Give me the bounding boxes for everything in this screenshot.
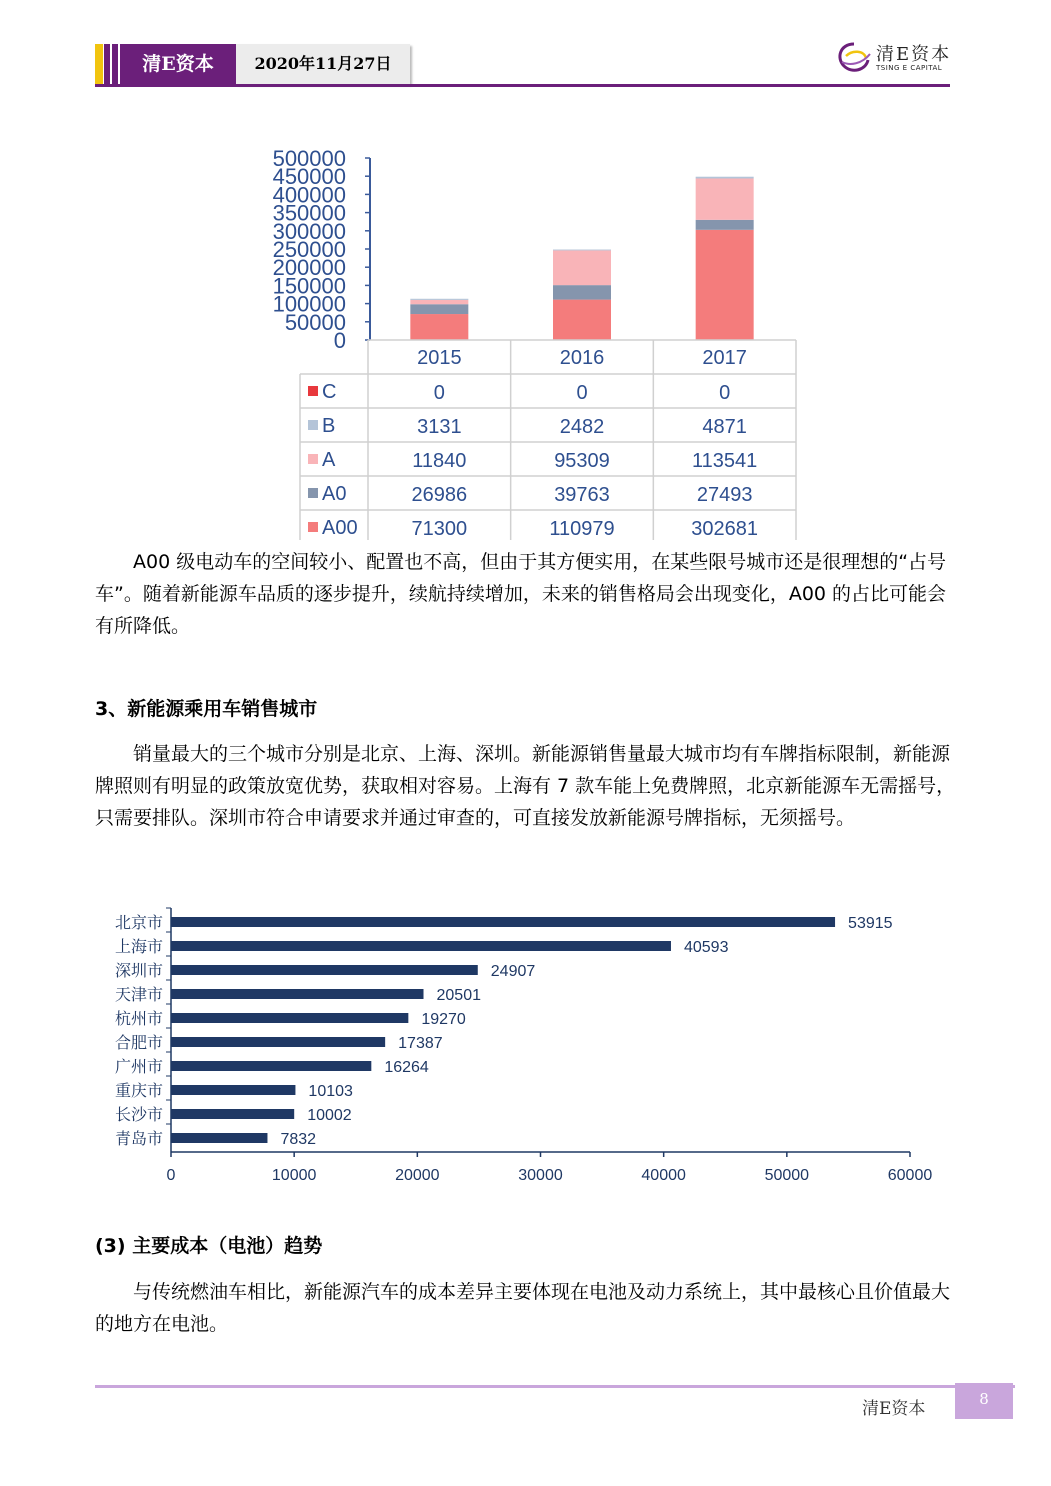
data-table-value: 113541 <box>692 450 758 472</box>
paragraph-a00 <box>95 546 957 642</box>
bar-segment-a00 <box>410 314 468 340</box>
data-table-value: 27493 <box>696 484 753 506</box>
y-tick-label: 400000 <box>272 182 346 208</box>
bar-value-label: 24907 <box>490 963 536 980</box>
bar-value-label: 7832 <box>280 1131 317 1148</box>
x-category-label: 2017 <box>702 347 747 369</box>
bar <box>171 1037 385 1047</box>
header-accent-yellow <box>95 44 103 86</box>
bar-segment-a00 <box>553 300 611 340</box>
section-heading-cities: 3、新能源乘用车销售城市 <box>95 698 318 720</box>
y-tick-label: 50000 <box>284 309 346 335</box>
legend-swatch-a0 <box>308 488 318 498</box>
data-table-value: 0 <box>576 382 588 404</box>
data-table-value: 26986 <box>411 484 468 506</box>
y-tick-label: 450000 <box>272 164 346 190</box>
data-table-value: 0 <box>719 382 731 404</box>
header-rule <box>95 84 950 87</box>
category-label: 青岛市 <box>114 1131 163 1148</box>
bar <box>171 1085 295 1095</box>
y-tick-label: 300000 <box>272 218 346 244</box>
section-heading-battery: (3) 主要成本（电池）趋势 <box>95 1235 323 1257</box>
footer-rule <box>95 1385 1015 1388</box>
x-tick-label: 30000 <box>518 1167 563 1184</box>
category-label: 上海市 <box>114 939 163 956</box>
header-brand: 清E资本 <box>120 44 236 84</box>
y-tick-label: 0 <box>333 328 346 353</box>
legend-swatch-c <box>308 386 318 396</box>
data-table-value: 11840 <box>412 450 467 472</box>
legend-label: A0 <box>322 483 347 505</box>
y-tick-label: 100000 <box>272 291 346 317</box>
data-table-value: 95309 <box>554 450 610 472</box>
legend-label: B <box>322 415 336 437</box>
legend-label: C <box>322 381 337 403</box>
bar-value-label: 16264 <box>384 1059 429 1076</box>
bar <box>171 1109 294 1119</box>
category-label: 长沙市 <box>114 1107 163 1124</box>
bar-segment-a0 <box>696 220 754 230</box>
header-accent-purple <box>112 44 118 86</box>
bar <box>171 965 478 975</box>
bar <box>171 917 835 927</box>
category-label: 杭州市 <box>114 1011 163 1028</box>
bar-value-label: 17387 <box>398 1035 443 1052</box>
bar <box>171 989 424 999</box>
paragraph-a00-text: A00 级电动车的空间较小、配置也不高，但由于其方便实用，在某些限号城市还是很理想的“占号车”。随着新能源车品质的逐步提升，续航持续增加，未来的销售格局会出现变化，A00 的占比可能会有所降低。 <box>95 551 947 637</box>
bar-value-label: 20501 <box>436 987 482 1004</box>
data-table-value: 110979 <box>549 518 615 540</box>
bar-segment-a <box>410 300 468 304</box>
x-tick-label: 60000 <box>887 1167 933 1184</box>
paragraph-battery-text: 与传统燃油车相比，新能源汽车的成本差异主要体现在电池及动力系统上，其中最核心且价值最大的地方在电池。 <box>95 1281 951 1335</box>
bar-value-label: 53915 <box>848 915 893 932</box>
bar-segment-a <box>553 250 611 285</box>
bar-segment-a0 <box>553 285 611 299</box>
category-label: 北京市 <box>114 915 163 932</box>
bar-segment-b <box>553 250 611 251</box>
y-tick-label: 500000 <box>272 146 346 171</box>
data-table-value: 3131 <box>417 416 462 438</box>
legend-label: A <box>322 449 336 471</box>
y-tick-label: 350000 <box>272 200 346 226</box>
x-tick-label: 40000 <box>641 1167 686 1184</box>
x-tick-label: 10000 <box>271 1167 317 1184</box>
y-tick-label: 250000 <box>272 237 346 262</box>
bar <box>171 1133 267 1143</box>
bar <box>171 1013 408 1023</box>
x-tick-label: 20000 <box>395 1167 440 1184</box>
header-accent-purple <box>104 44 110 86</box>
paragraph-cities <box>95 738 957 834</box>
y-tick-label: 150000 <box>272 273 346 299</box>
bar-segment-a <box>696 178 754 219</box>
legend-label: A00 <box>322 517 358 539</box>
page-number: 8 <box>955 1383 1013 1419</box>
city-sales-bar-chart <box>95 900 965 1190</box>
x-tick-label: 0 <box>166 1167 176 1184</box>
data-table-value: 302681 <box>691 518 759 540</box>
data-table-value: 2482 <box>559 416 605 438</box>
bar-segment-a0 <box>410 304 468 314</box>
footer-brand: 清E资本 <box>862 1399 926 1419</box>
header-date: 2020年11月27日 <box>236 44 410 84</box>
bar-value-label: 40593 <box>683 939 729 956</box>
data-table-value: 39763 <box>554 484 610 506</box>
bar-segment-b <box>696 177 754 179</box>
category-label: 天津市 <box>114 987 163 1004</box>
data-table-value: 4871 <box>702 416 747 438</box>
bar-value-label: 10002 <box>307 1107 352 1124</box>
legend-swatch-a <box>308 454 318 464</box>
logo-text-cn: 清E资本 <box>876 44 952 65</box>
y-tick-label: 200000 <box>272 255 346 281</box>
data-table-value: 71300 <box>411 518 468 540</box>
category-label: 广州市 <box>114 1059 163 1076</box>
legend-swatch-b <box>308 420 318 430</box>
stacked-bar-chart-segments <box>260 140 820 540</box>
bar <box>171 1061 371 1071</box>
bar-segment-b <box>410 299 468 300</box>
bar <box>171 941 671 951</box>
data-table-value: 0 <box>433 382 445 404</box>
x-category-label: 2015 <box>417 347 462 369</box>
x-tick-label: 50000 <box>764 1167 810 1184</box>
paragraph-battery <box>95 1276 957 1340</box>
bar-value-label: 19270 <box>421 1011 466 1028</box>
category-label: 合肥市 <box>114 1035 163 1052</box>
paragraph-cities-text: 销量最大的三个城市分别是北京、上海、深圳。新能源销售量最大城市均有车牌指标限制，新能源牌照则有明显的政策放宽优势，获取相对容易。上海有 7 款车能上免费牌照，北京新能源车无需摇号，只需要排队。深圳市符合申请要求并通过审查的，可直接发放新能源号牌指标，无须摇号。 <box>95 743 956 829</box>
bar-value-label: 10103 <box>308 1083 353 1100</box>
logo-text-en: TSING E CAPITAL <box>876 64 943 72</box>
category-label: 深圳市 <box>114 963 163 980</box>
x-category-label: 2016 <box>559 347 605 369</box>
bar-segment-a00 <box>696 230 754 340</box>
legend-swatch-a00 <box>308 522 318 532</box>
category-label: 重庆市 <box>114 1083 163 1100</box>
